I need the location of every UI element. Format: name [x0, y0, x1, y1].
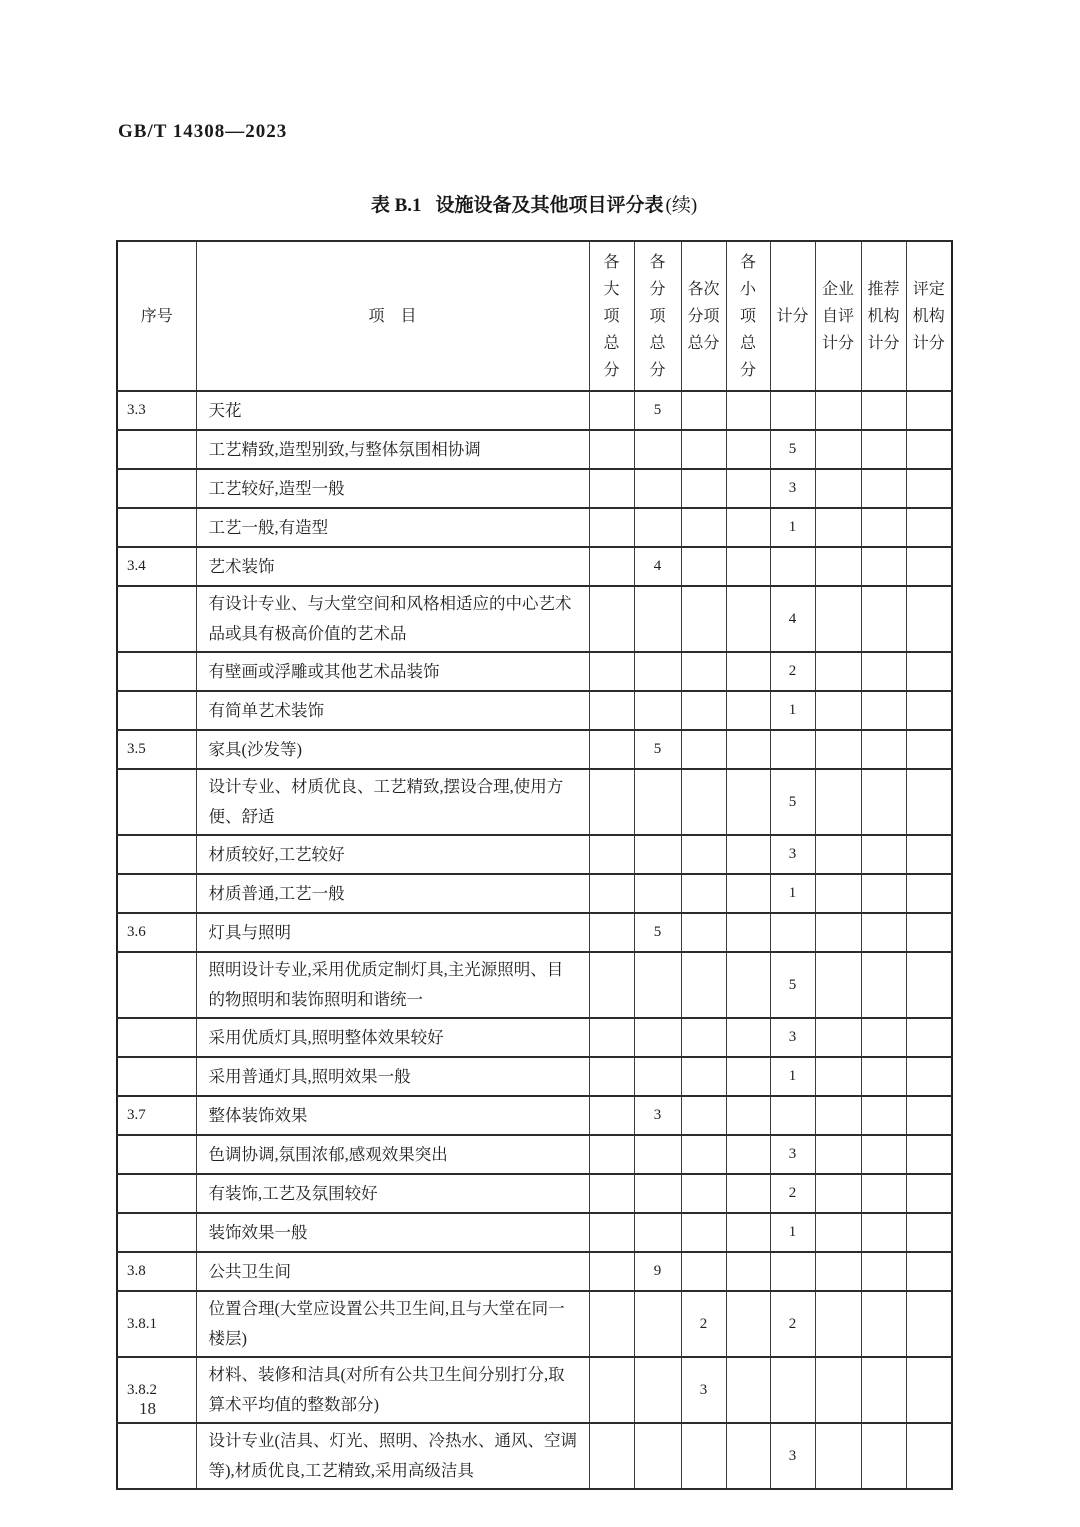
cell-assess_score [906, 469, 952, 508]
cell-recommend_score [861, 652, 906, 691]
cell-minor_total [726, 391, 770, 430]
cell-sub_total [634, 1213, 681, 1252]
cell-recommend_score [861, 1252, 906, 1291]
table-row [117, 769, 952, 835]
cell-score: 2 [770, 652, 815, 691]
cell-minor_total [726, 586, 770, 652]
cell-assess_score [906, 547, 952, 586]
cell-self_score [815, 1135, 861, 1174]
cell-recommend_score [861, 1357, 906, 1423]
cell-no: 3.6 [117, 913, 196, 952]
cell-self_score [815, 1357, 861, 1423]
cell-assess_score [906, 952, 952, 1018]
table-row [117, 469, 952, 508]
cell-no [117, 691, 196, 730]
cell-subitem_total [681, 547, 726, 586]
cell-score: 1 [770, 691, 815, 730]
cell-self_score [815, 769, 861, 835]
cell-major_total [589, 1057, 634, 1096]
table-row [117, 1423, 952, 1489]
table-title-suffix: (续) [665, 195, 698, 216]
cell-sub_total: 9 [634, 1252, 681, 1291]
cell-minor_total [726, 874, 770, 913]
cell-no: 3.4 [117, 547, 196, 586]
cell-subitem_total [681, 1213, 726, 1252]
cell-minor_total [726, 1423, 770, 1489]
cell-minor_total [726, 469, 770, 508]
cell-item: 工艺精致,造型别致,与整体氛围相协调 [196, 430, 589, 469]
cell-minor_total [726, 952, 770, 1018]
cell-item: 有简单艺术装饰 [196, 691, 589, 730]
cell-item: 材质普通,工艺一般 [196, 874, 589, 913]
table-row [117, 652, 952, 691]
cell-major_total [589, 430, 634, 469]
cell-no: 3.8 [117, 1252, 196, 1291]
cell-no [117, 586, 196, 652]
table-row [117, 1057, 952, 1096]
cell-recommend_score [861, 1174, 906, 1213]
cell-assess_score [906, 913, 952, 952]
cell-no: 3.7 [117, 1096, 196, 1135]
cell-item: 有设计专业、与大堂空间和风格相适应的中心艺术品或具有极高价值的艺术品 [196, 586, 589, 652]
cell-subitem_total [681, 835, 726, 874]
cell-no [117, 874, 196, 913]
cell-item: 天花 [196, 391, 589, 430]
cell-item: 照明设计专业,采用优质定制灯具,主光源照明、目的物照明和装饰照明和谐统一 [196, 952, 589, 1018]
cell-item: 位置合理(大堂应设置公共卫生间,且与大堂在同一楼层) [196, 1291, 589, 1357]
cell-sub_total [634, 691, 681, 730]
cell-recommend_score [861, 1213, 906, 1252]
cell-major_total [589, 469, 634, 508]
cell-sub_total [634, 835, 681, 874]
cell-sub_total [634, 1135, 681, 1174]
cell-sub_total [634, 652, 681, 691]
cell-self_score [815, 586, 861, 652]
cell-sub_total [634, 1357, 681, 1423]
cell-no [117, 652, 196, 691]
cell-assess_score [906, 769, 952, 835]
cell-assess_score [906, 730, 952, 769]
cell-no [117, 1423, 196, 1489]
cell-score: 5 [770, 769, 815, 835]
cell-major_total [589, 508, 634, 547]
cell-subitem_total [681, 691, 726, 730]
cell-assess_score [906, 1018, 952, 1057]
cell-self_score [815, 1174, 861, 1213]
table-row [117, 508, 952, 547]
cell-item: 工艺一般,有造型 [196, 508, 589, 547]
cell-recommend_score [861, 508, 906, 547]
cell-recommend_score [861, 430, 906, 469]
cell-self_score [815, 691, 861, 730]
cell-minor_total [726, 691, 770, 730]
cell-minor_total [726, 730, 770, 769]
cell-no [117, 769, 196, 835]
table-row [117, 1357, 952, 1423]
cell-self_score [815, 547, 861, 586]
cell-sub_total [634, 508, 681, 547]
cell-subitem_total [681, 1018, 726, 1057]
cell-minor_total [726, 1291, 770, 1357]
table-header-row [117, 241, 952, 391]
table-row [117, 547, 952, 586]
cell-sub_total [634, 952, 681, 1018]
cell-subitem_total [681, 730, 726, 769]
cell-minor_total [726, 430, 770, 469]
cell-item: 灯具与照明 [196, 913, 589, 952]
cell-minor_total [726, 1135, 770, 1174]
cell-major_total [589, 1252, 634, 1291]
cell-self_score [815, 1291, 861, 1357]
cell-subitem_total [681, 1423, 726, 1489]
doc-code: GB/T 14308—2023 [118, 121, 288, 142]
cell-major_total [589, 652, 634, 691]
cell-assess_score [906, 430, 952, 469]
table-row [117, 1252, 952, 1291]
table-row [117, 835, 952, 874]
table-row [117, 730, 952, 769]
cell-minor_total [726, 1096, 770, 1135]
cell-recommend_score [861, 952, 906, 1018]
cell-item: 有装饰,工艺及氛围较好 [196, 1174, 589, 1213]
cell-no: 3.3 [117, 391, 196, 430]
cell-score: 1 [770, 1213, 815, 1252]
cell-assess_score [906, 874, 952, 913]
cell-major_total [589, 586, 634, 652]
column-header-no: 序号 [117, 241, 196, 391]
cell-self_score [815, 952, 861, 1018]
cell-assess_score [906, 835, 952, 874]
cell-recommend_score [861, 1057, 906, 1096]
table-row [117, 391, 952, 430]
cell-major_total [589, 1213, 634, 1252]
cell-self_score [815, 652, 861, 691]
table-row [117, 586, 952, 652]
cell-self_score [815, 391, 861, 430]
cell-no: 3.5 [117, 730, 196, 769]
cell-score: 2 [770, 1174, 815, 1213]
cell-score: 3 [770, 1423, 815, 1489]
cell-no [117, 1174, 196, 1213]
cell-subitem_total [681, 1174, 726, 1213]
cell-score: 1 [770, 874, 815, 913]
cell-score: 1 [770, 508, 815, 547]
cell-self_score [815, 730, 861, 769]
cell-major_total [589, 835, 634, 874]
cell-major_total [589, 874, 634, 913]
cell-recommend_score [861, 769, 906, 835]
column-header-assess_score: 评定 机构 计分 [906, 241, 952, 391]
cell-major_total [589, 1357, 634, 1423]
cell-item: 采用优质灯具,照明整体效果较好 [196, 1018, 589, 1057]
cell-score [770, 730, 815, 769]
cell-no [117, 1213, 196, 1252]
cell-no [117, 1057, 196, 1096]
cell-minor_total [726, 652, 770, 691]
cell-recommend_score [861, 691, 906, 730]
cell-subitem_total [681, 1252, 726, 1291]
cell-item: 设计专业、材质优良、工艺精致,摆设合理,使用方便、舒适 [196, 769, 589, 835]
cell-item: 采用普通灯具,照明效果一般 [196, 1057, 589, 1096]
cell-subitem_total [681, 952, 726, 1018]
cell-self_score [815, 1096, 861, 1135]
column-header-recommend_score: 推荐 机构 计分 [861, 241, 906, 391]
cell-major_total [589, 769, 634, 835]
cell-sub_total [634, 1057, 681, 1096]
cell-recommend_score [861, 547, 906, 586]
cell-item: 色调协调,氛围浓郁,感观效果突出 [196, 1135, 589, 1174]
cell-item: 工艺较好,造型一般 [196, 469, 589, 508]
cell-subitem_total [681, 586, 726, 652]
cell-minor_total [726, 1213, 770, 1252]
cell-subitem_total: 3 [681, 1357, 726, 1423]
cell-score [770, 913, 815, 952]
page-number: 18 [139, 1399, 156, 1418]
cell-sub_total [634, 1291, 681, 1357]
column-header-minor_total: 各 小 项 总 分 [726, 241, 770, 391]
cell-major_total [589, 691, 634, 730]
cell-minor_total [726, 1252, 770, 1291]
cell-subitem_total [681, 391, 726, 430]
cell-sub_total [634, 1174, 681, 1213]
cell-score: 3 [770, 469, 815, 508]
cell-score: 4 [770, 586, 815, 652]
cell-major_total [589, 1135, 634, 1174]
cell-score: 2 [770, 1291, 815, 1357]
cell-no [117, 952, 196, 1018]
cell-no: 3.8.2 [117, 1357, 196, 1423]
cell-minor_total [726, 769, 770, 835]
cell-recommend_score [861, 586, 906, 652]
cell-score [770, 1252, 815, 1291]
cell-item: 整体装饰效果 [196, 1096, 589, 1135]
cell-self_score [815, 1057, 861, 1096]
cell-minor_total [726, 1018, 770, 1057]
cell-score: 3 [770, 835, 815, 874]
cell-self_score [815, 835, 861, 874]
cell-item: 设计专业(洁具、灯光、照明、冷热水、通风、空调等),材质优良,工艺精致,采用高级洁具 [196, 1423, 589, 1489]
cell-sub_total [634, 1018, 681, 1057]
cell-assess_score [906, 1357, 952, 1423]
cell-subitem_total [681, 1096, 726, 1135]
cell-self_score [815, 1018, 861, 1057]
cell-recommend_score [861, 913, 906, 952]
cell-sub_total: 5 [634, 391, 681, 430]
cell-item: 材料、装修和洁具(对所有公共卫生间分别打分,取算术平均值的整数部分) [196, 1357, 589, 1423]
table-row [117, 913, 952, 952]
cell-major_total [589, 1291, 634, 1357]
cell-major_total [589, 391, 634, 430]
cell-recommend_score [861, 1096, 906, 1135]
column-header-subitem_total: 各次 分项 总分 [681, 241, 726, 391]
cell-sub_total [634, 469, 681, 508]
cell-self_score [815, 913, 861, 952]
cell-sub_total: 4 [634, 547, 681, 586]
cell-sub_total [634, 769, 681, 835]
cell-recommend_score [861, 874, 906, 913]
cell-sub_total [634, 430, 681, 469]
cell-subitem_total [681, 874, 726, 913]
cell-major_total [589, 952, 634, 1018]
cell-subitem_total [681, 430, 726, 469]
cell-no [117, 508, 196, 547]
cell-assess_score [906, 1213, 952, 1252]
cell-score [770, 547, 815, 586]
cell-minor_total [726, 1057, 770, 1096]
cell-major_total [589, 1018, 634, 1057]
cell-item: 艺术装饰 [196, 547, 589, 586]
cell-self_score [815, 430, 861, 469]
cell-item: 公共卫生间 [196, 1252, 589, 1291]
column-header-major_total: 各 大 项 总 分 [589, 241, 634, 391]
cell-assess_score [906, 1096, 952, 1135]
cell-no [117, 1018, 196, 1057]
cell-score: 5 [770, 430, 815, 469]
cell-sub_total [634, 874, 681, 913]
cell-score [770, 1096, 815, 1135]
table-row [117, 1213, 952, 1252]
column-header-sub_total: 各 分 项 总 分 [634, 241, 681, 391]
cell-item: 有壁画或浮雕或其他艺术品装饰 [196, 652, 589, 691]
cell-assess_score [906, 1174, 952, 1213]
cell-major_total [589, 547, 634, 586]
cell-minor_total [726, 835, 770, 874]
cell-sub_total: 3 [634, 1096, 681, 1135]
cell-score: 3 [770, 1018, 815, 1057]
column-header-score: 计分 [770, 241, 815, 391]
cell-recommend_score [861, 835, 906, 874]
cell-score: 1 [770, 1057, 815, 1096]
table-body [117, 391, 952, 1489]
cell-recommend_score [861, 1291, 906, 1357]
cell-assess_score [906, 652, 952, 691]
scoring-table [116, 240, 953, 1490]
cell-major_total [589, 913, 634, 952]
cell-major_total [589, 1174, 634, 1213]
cell-sub_total: 5 [634, 913, 681, 952]
cell-subitem_total [681, 469, 726, 508]
table-row [117, 1174, 952, 1213]
cell-score [770, 1357, 815, 1423]
cell-subitem_total [681, 769, 726, 835]
column-header-item: 项 目 [196, 241, 589, 391]
cell-minor_total [726, 1357, 770, 1423]
cell-recommend_score [861, 1135, 906, 1174]
cell-recommend_score [861, 730, 906, 769]
table-row [117, 952, 952, 1018]
cell-score: 3 [770, 1135, 815, 1174]
cell-sub_total [634, 1423, 681, 1489]
cell-no: 3.8.1 [117, 1291, 196, 1357]
table-row [117, 691, 952, 730]
cell-assess_score [906, 1291, 952, 1357]
cell-minor_total [726, 1174, 770, 1213]
cell-subitem_total [681, 913, 726, 952]
cell-assess_score [906, 1252, 952, 1291]
cell-no [117, 835, 196, 874]
table-row [117, 1135, 952, 1174]
cell-self_score [815, 1213, 861, 1252]
cell-item: 材质较好,工艺较好 [196, 835, 589, 874]
cell-recommend_score [861, 1018, 906, 1057]
cell-self_score [815, 469, 861, 508]
cell-item: 装饰效果一般 [196, 1213, 589, 1252]
cell-recommend_score [861, 1423, 906, 1489]
cell-major_total [589, 1423, 634, 1489]
cell-sub_total [634, 586, 681, 652]
cell-self_score [815, 1423, 861, 1489]
table-row [117, 430, 952, 469]
cell-self_score [815, 874, 861, 913]
cell-self_score [815, 1252, 861, 1291]
table-row [117, 1096, 952, 1135]
cell-assess_score [906, 1135, 952, 1174]
cell-recommend_score [861, 469, 906, 508]
cell-no [117, 1135, 196, 1174]
cell-minor_total [726, 913, 770, 952]
cell-score: 5 [770, 952, 815, 1018]
table-row [117, 874, 952, 913]
cell-major_total [589, 1096, 634, 1135]
cell-subitem_total [681, 652, 726, 691]
table-title-prefix: 表 B.1 [370, 195, 422, 216]
cell-self_score [815, 508, 861, 547]
cell-minor_total [726, 508, 770, 547]
cell-assess_score [906, 586, 952, 652]
table-title [116, 190, 952, 217]
cell-major_total [589, 730, 634, 769]
cell-assess_score [906, 391, 952, 430]
cell-subitem_total [681, 508, 726, 547]
cell-assess_score [906, 1423, 952, 1489]
cell-sub_total: 5 [634, 730, 681, 769]
cell-no [117, 430, 196, 469]
table-row [117, 1291, 952, 1357]
cell-subitem_total: 2 [681, 1291, 726, 1357]
cell-assess_score [906, 691, 952, 730]
column-header-self_score: 企业 自评 计分 [815, 241, 861, 391]
cell-score [770, 391, 815, 430]
cell-assess_score [906, 508, 952, 547]
table-title-main: 设施设备及其他项目评分表 [435, 195, 664, 216]
cell-subitem_total [681, 1135, 726, 1174]
cell-assess_score [906, 1057, 952, 1096]
cell-item: 家具(沙发等) [196, 730, 589, 769]
cell-minor_total [726, 547, 770, 586]
cell-subitem_total [681, 1057, 726, 1096]
cell-recommend_score [861, 391, 906, 430]
cell-no [117, 469, 196, 508]
table-row [117, 1018, 952, 1057]
